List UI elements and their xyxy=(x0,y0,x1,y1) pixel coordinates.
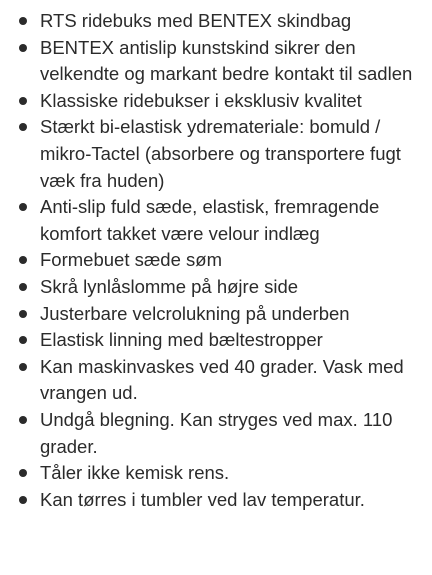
list-item xyxy=(40,274,420,301)
list-item xyxy=(40,301,420,328)
list-item-text: Kan tørres i tumbler ved lav temperatur. xyxy=(40,488,365,510)
list-item-text: BENTEX antislip kunstskind sikrer den velkendte og markant bedre kontakt til sadlen xyxy=(40,36,413,85)
bullet-icon xyxy=(19,469,27,477)
bullet-icon xyxy=(19,336,27,344)
bullet-icon xyxy=(19,363,27,371)
list-item-text: Anti-slip fuld sæde, elastisk, fremragende komfort takket være velour indlæg xyxy=(40,196,380,244)
list-item xyxy=(40,35,420,88)
bullet-icon xyxy=(19,496,27,504)
bullet-icon xyxy=(19,283,27,291)
list-item xyxy=(40,460,420,487)
list-item xyxy=(40,487,420,514)
list-item xyxy=(40,327,420,354)
list-item-text: Undgå blegning. Kan stryges ved max. 110 grader. xyxy=(40,408,393,457)
list-item xyxy=(40,88,420,115)
list-item xyxy=(40,354,420,407)
bullet-icon xyxy=(19,256,27,264)
list-item-text: RTS ridebuks med BENTEX skindbag xyxy=(40,10,352,31)
list-item xyxy=(40,8,420,35)
bullet-icon xyxy=(19,44,27,52)
bullet-icon xyxy=(19,416,27,424)
list-item-text: Tåler ikke kemisk rens. xyxy=(40,462,230,484)
bullet-icon xyxy=(19,123,27,131)
list-item xyxy=(40,194,420,247)
list-item-text: Justerbare velcrolukning på underben xyxy=(40,302,350,324)
list-item-text: Kan maskinvaskes ved 40 grader. Vask med vrangen ud. xyxy=(40,355,404,404)
list-item xyxy=(40,407,420,460)
bullet-icon xyxy=(19,310,27,318)
list-item-text: Elastisk linning med bæltestropper xyxy=(40,329,323,351)
list-item-text: Klassiske ridebukser i eksklusiv kvalitet xyxy=(40,89,362,111)
bullet-icon xyxy=(19,97,27,105)
list-item xyxy=(40,247,420,274)
list-item xyxy=(40,114,420,194)
bullet-icon xyxy=(19,17,27,25)
list-item-text: Stærkt bi-elastisk ydremateriale: bomuld / mikro-Tactel (absorbere og transportere fugt væk fra huden) xyxy=(40,116,401,191)
list-item-text: Formebuet sæde søm xyxy=(40,249,222,271)
list-item-text: Skrå lynlåslomme på højre side xyxy=(40,275,299,297)
bullet-icon xyxy=(19,203,27,211)
